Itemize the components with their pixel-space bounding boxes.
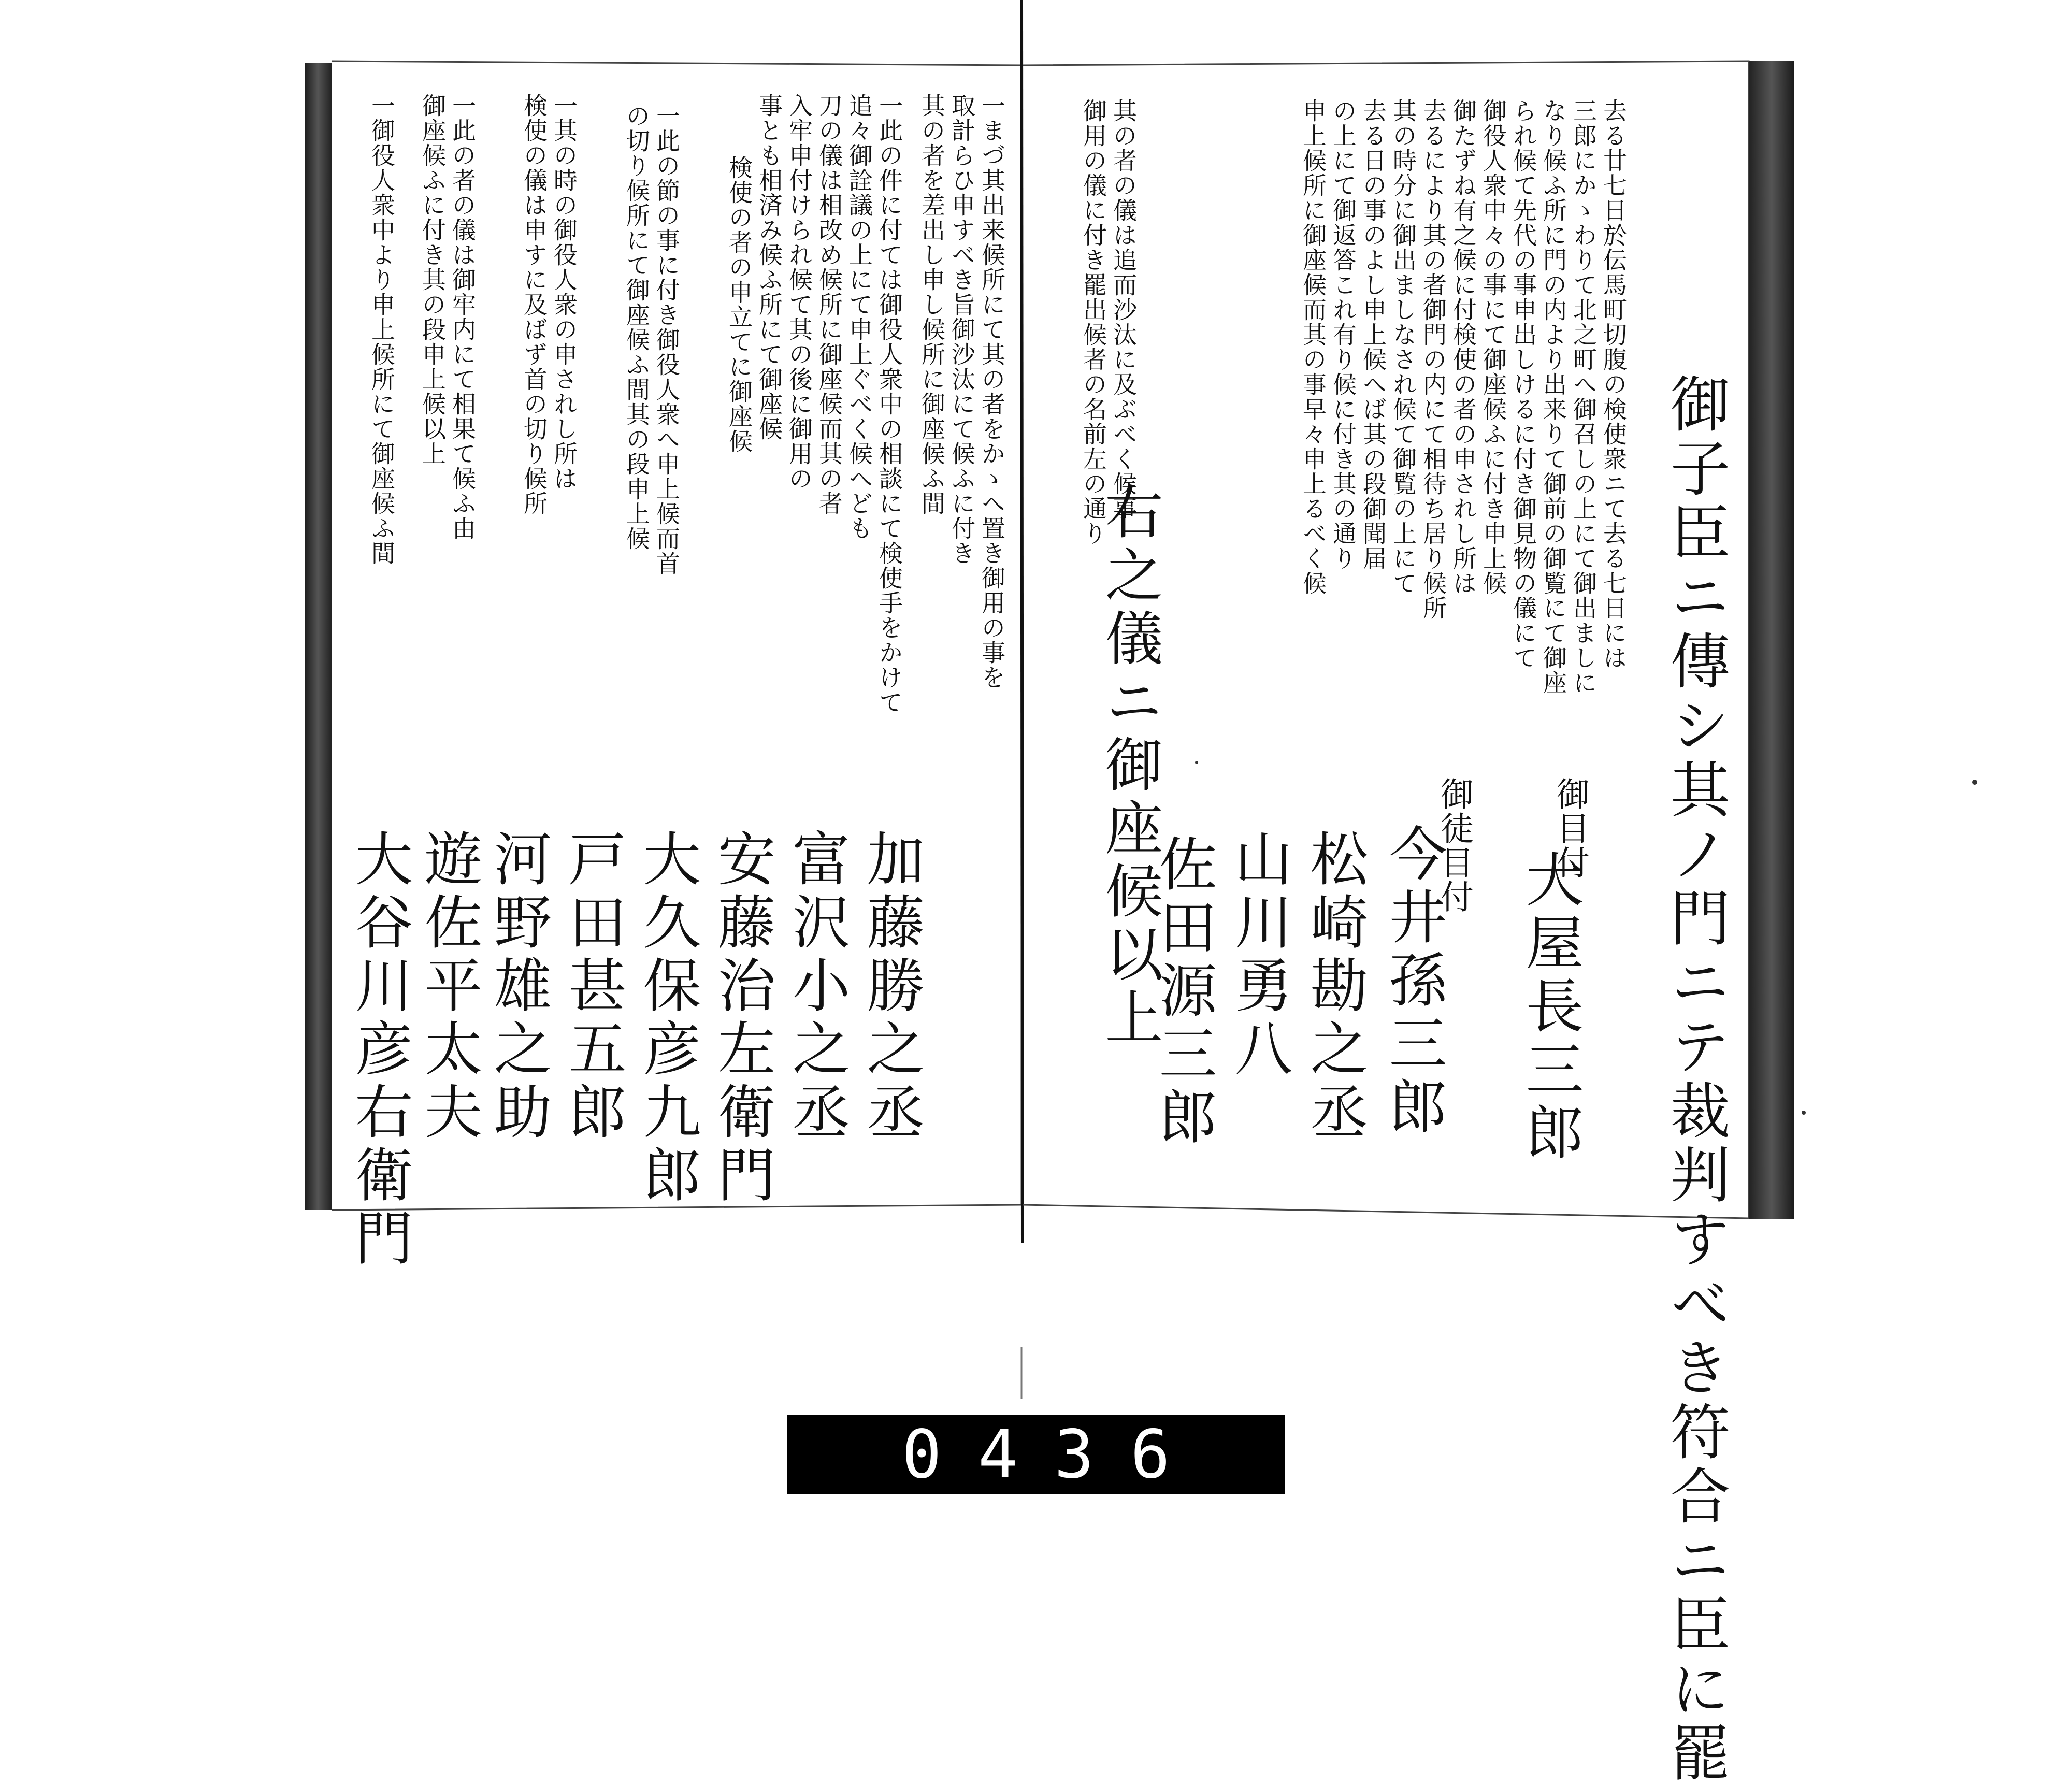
left-page-body-line: 入牢申付けられ候て其の後に御用の [785,93,813,491]
left-page-edge [305,63,332,1210]
frame-number-text: 0436 [901,1416,1207,1493]
left-page-body-line: 検使の者の申立てに御座候 [725,155,753,454]
right-page-body-line: 御役人衆中々の事にて御座候ふに付き申上候 [1479,98,1507,596]
speck [1195,761,1198,764]
gutter-line [1021,0,1023,1243]
name-entry: 大屋長三郎 [1516,849,1584,1165]
left-page-body-line: 一此の件に付ては御役人衆中の相談にて検使手をかけて [875,93,903,715]
name-entry: 富沢小之丞 [783,829,850,1145]
name-role: 御徒目付 [1435,777,1473,914]
speck [1972,780,1977,785]
right-page-signature: 右之儀ニ御座候以上 [1096,482,1163,1050]
name-entry: 佐田源三郎 [1149,834,1217,1150]
left-page-body-line: 一まづ其出来候所にて其の者をかゝへ置き御用の事を [978,93,1006,690]
name-entry: 今井孫三郎 [1379,824,1447,1140]
right-page-body-line: 三郎にかゝわりて北之町へ御召しの上にて御出ましに [1570,98,1598,695]
left-page-body-line: の切り候所にて御座候ふ間其の段申上候 [623,104,651,551]
name-entry: 戸田甚五郎 [559,829,626,1145]
right-page-body-line: られ候て先代の事申出しけるに付き御見物の儀にて [1509,98,1537,670]
name-entry: 大谷川彦右衛門 [346,829,413,1271]
name-entry: 山川勇八 [1225,829,1292,1082]
left-page-body-line: 取計らひ申すべき旨御沙汰にて候ふに付き [948,93,976,566]
right-page-body-line: 去るにより其の者御門の内にて相待ち居り候所 [1419,98,1447,621]
left-page-body-line: 事とも相済み候ふ所にて御座候 [755,93,783,441]
name-role: 御目付 [1551,777,1589,880]
left-page-body-line: 追々御詮議の上にて申上ぐべく候へども [845,93,873,541]
right-page-title: 御子臣ニ傳シ其ノ門ニテ裁判すべき符合ニ臣に罷 [1660,373,1730,1786]
right-page-body-line: 其の者の儀は追而沙汰に及ぶべく候事 [1110,98,1138,521]
speck [1802,1111,1806,1115]
right-page-edge [1749,61,1794,1219]
name-entry: 河野雄之助 [484,829,552,1145]
left-page-body-line: 刀の儀は相改め候所に御座候而其の者 [815,93,843,516]
left-page-body-line: 検使の儀は申すに及ばず首の切り候所 [520,93,548,516]
right-page-body-line: 去る廿七日於伝馬町切腹の検使衆ニて去る七日には [1600,98,1628,670]
frame-number-label [787,1415,1285,1494]
right-page-body-line: の上にて御返答これ有り候に付き其の通り [1329,98,1357,571]
left-page-body-line: 一此の節の事に付き御役人衆へ申上候而首 [653,104,681,576]
left-page-body-line: 其の者を差出し申し候所に御座候ふ間 [918,93,946,516]
left-page-body-line: 一御役人衆中より申上候所にて御座候ふ間 [368,93,396,566]
right-page-body-line: なり候ふ所に門の内より出来りて御前の御覧にて御座 [1539,98,1567,695]
right-page-body-line: 申上候所に御座候而其の事早々申上るべく候 [1299,98,1327,596]
name-entry: 加藤勝之丞 [857,829,925,1145]
right-page-body-line: 御用の儀に付き罷出候者の名前左の通り [1080,98,1107,546]
left-page-body-line: 御座候ふに付き其の段申上候以上 [419,93,447,466]
right-page-body-line: 其の時分に御出ましなされ候て御覧の上にて [1389,98,1417,596]
left-page-body-line: 一此の者の儀は御牢内にて相果て候ふ由 [449,93,477,541]
name-entry: 大久保彦九郎 [634,829,701,1208]
name-entry: 遊佐平太夫 [415,829,482,1145]
right-page-body-line: 去る日の事のよし申上候へば其の段御聞届 [1359,98,1387,571]
name-entry: 松崎勘之丞 [1301,829,1368,1145]
right-page-body-line: 御たずね有之候に付検使の者の申されし所は [1449,98,1477,596]
left-page-body-line: 一其の時の御役人衆の申されし所は [550,93,578,491]
name-entry: 安藤治左衛門 [708,829,775,1208]
